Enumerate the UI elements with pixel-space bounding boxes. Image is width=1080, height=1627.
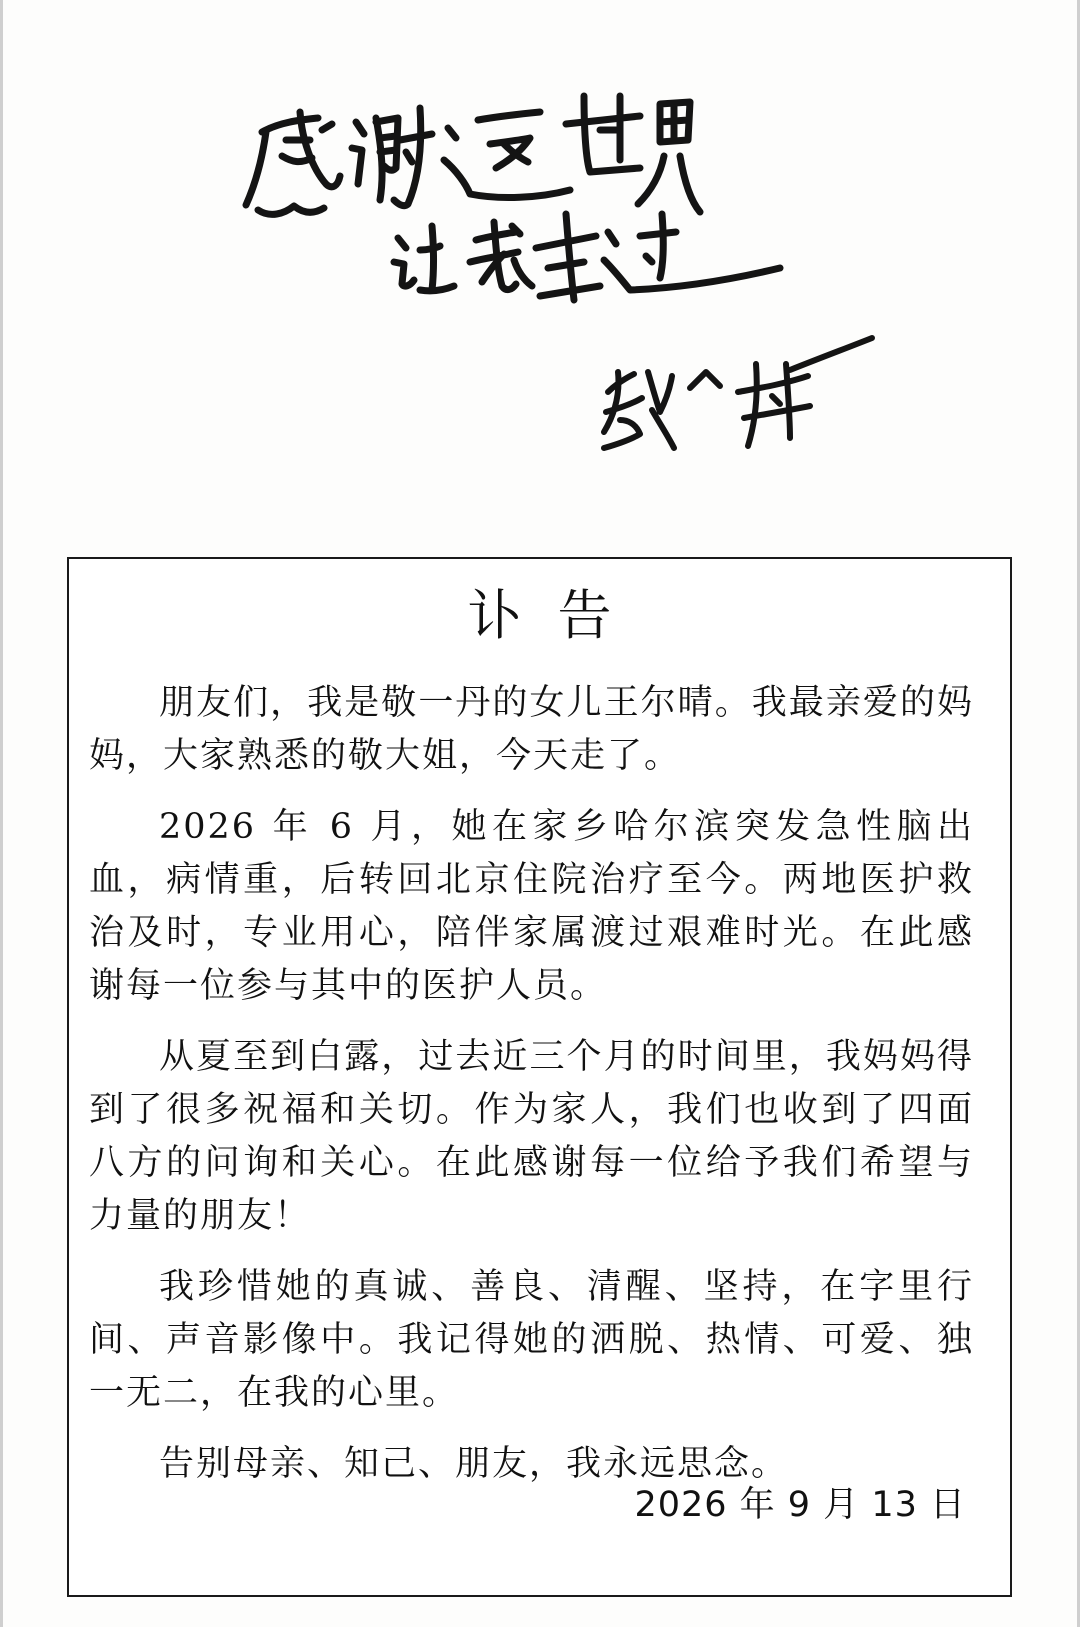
obituary-notice xyxy=(67,557,1012,1597)
notice-body xyxy=(89,677,974,1509)
calligraphy-signature xyxy=(604,338,872,448)
notice-paragraph: 2026 年 6 月，她在家乡哈尔滨突发急性脑出血，病情重，后转回北京住院治疗至今。两地医护救治及时，专业用心，陪伴家属渡过艰难时光。在此感谢每一位参与其中的医护人员。 xyxy=(89,807,974,1006)
notice-title: 讣告 xyxy=(467,584,648,647)
notice-paragraph: 告别母亲、知己、朋友，我永远思念。 xyxy=(159,1444,789,1484)
calligraphy-line-1 xyxy=(246,96,700,214)
calligraphy-panel xyxy=(0,0,1080,540)
notice-paragraph: 我珍惜她的真诚、善良、清醒、坚持，在字里行间、声音影像中。我记得她的洒脱、热情、可爱、独一无二，在我的心里。 xyxy=(89,1267,974,1413)
handwritten-calligraphy xyxy=(0,0,1080,540)
notice-date: 2026 年 9 月 13 日 xyxy=(634,1485,966,1525)
calligraphy-line-2 xyxy=(394,214,780,300)
notice-paragraph: 朋友们，我是敬一丹的女儿王尔晴。我最亲爱的妈妈，大家熟悉的敬大姐，今天走了。 xyxy=(89,683,974,776)
notice-paragraph: 从夏至到白露，过去近三个月的时间里，我妈妈得到了很多祝福和关切。作为家人，我们也收到了四面八方的问询和关心。在此感谢每一位给予我们希望与力量的朋友！ xyxy=(89,1037,974,1236)
